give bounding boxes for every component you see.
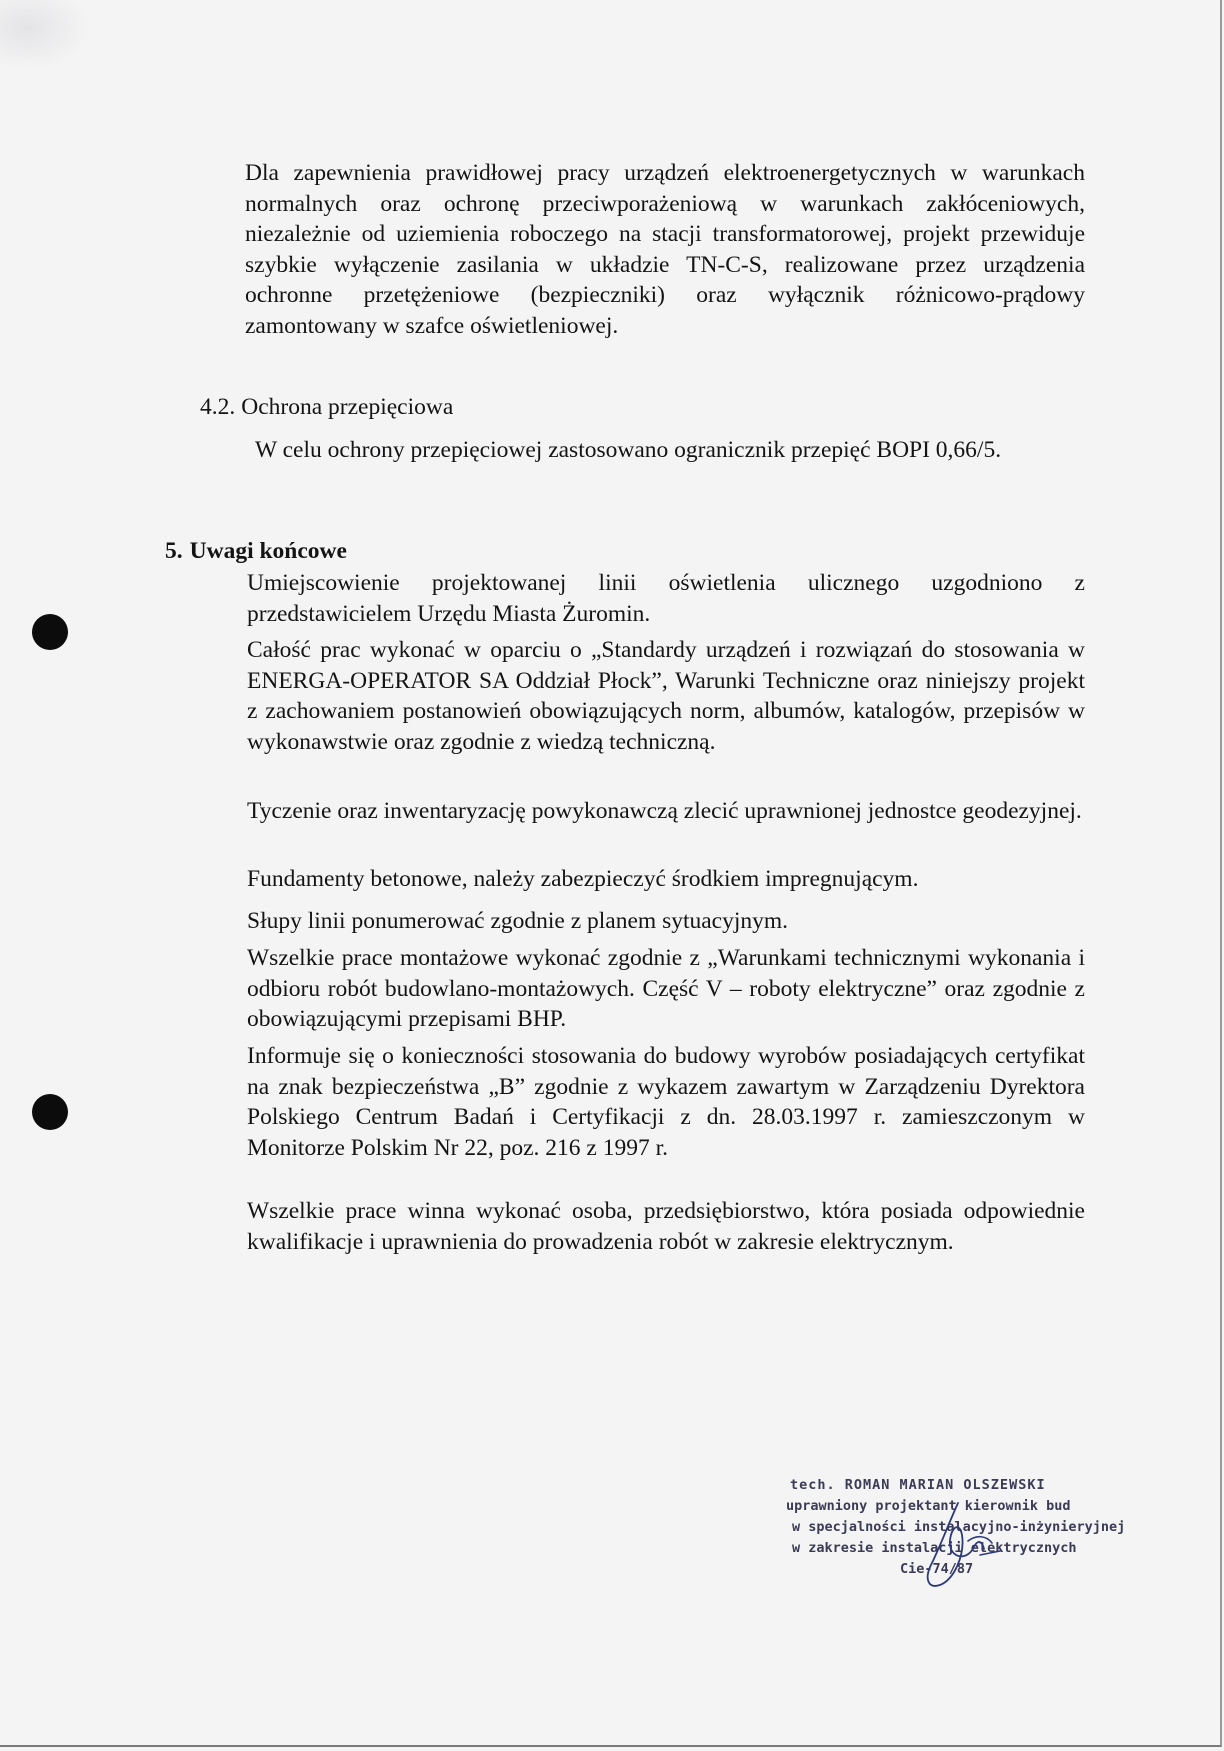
- paragraph-pole-numbering: Słupy linii ponumerować zgodnie z planem sytuacyjnym.: [247, 908, 789, 934]
- paragraph-installation-works: Wszelkie prace montażowe wykonać zgodnie z „Warunkami technicznymi wykonania i odbioru robót budowlano-montażowych. Część V – roboty elektryczne” oraz zgodnie z obowiązującymi przepisami BHP.: [247, 945, 1085, 1032]
- section-number: 5.: [165, 538, 183, 564]
- binder-hole-top: [32, 614, 68, 650]
- subsection-title: Ochrona przepięciowa: [241, 394, 454, 420]
- paragraph-standards: Całość prac wykonać w oparciu o „Standardy urządzeń i rozwiązań do stosowania w ENERGA-OPERATOR SA Oddział Płock”, Warunki Techniczne oraz niniejszy projekt z zachowaniem postanowień obowiązujących norm, albumów, katalogów, przepisów w wykonawstwie oraz zgodnie z wiedzą techniczną.: [247, 637, 1085, 755]
- section-title: Uwagi końcowe: [189, 538, 347, 564]
- paragraph-foundations: Fundamenty betonowe, należy zabezpieczyć środkiem impregnującym.: [247, 866, 919, 892]
- paragraph-surveying: Tyczenie oraz inwentaryzację powykonawczą zlecić uprawnionej jednostce geodezyjnej.: [247, 798, 1082, 824]
- paragraph-location-agreement: Umiejscowienie projektowanej linii oświetlenia ulicznego uzgodniono z przedstawicielem Urzędu Miasta Żuromin.: [247, 570, 1085, 627]
- binder-hole-bottom: [32, 1094, 68, 1130]
- subsection-number: 4.2.: [200, 394, 236, 420]
- handwritten-signature: [870, 1485, 1030, 1605]
- stamp-license-number: Cie-74/87: [900, 1561, 974, 1577]
- stamp-specialty: w specjalności instalacyjno-inżynieryjnej: [792, 1519, 1126, 1535]
- subsection-heading: [200, 392, 453, 422]
- paragraph-surge-protection: W celu ochrony przepięciowej zastosowano ogranicznik przepięć BOPI 0,66/5.: [255, 437, 1002, 463]
- stamp-scope: w zakresie instalacji elektrycznych: [792, 1540, 1077, 1556]
- section-heading: [165, 536, 347, 566]
- stamp-role: uprawniony projektant kierownik bud: [786, 1498, 1071, 1514]
- paragraph-qualifications: Wszelkie prace winna wykonać osoba, przedsiębiorstwo, która posiada odpowiednie kwalifikacje i uprawnienia do prowadzenia robót w zakresie elektrycznym.: [247, 1198, 1085, 1255]
- paragraph-protection-description: Dla zapewnienia prawidłowej pracy urządzeń elektroenergetycznych w warunkach normalnych oraz ochronę przeciwporażeniową w warunkach zakłóceniowych, niezależnie od uziemienia roboczego na stacji transformatorowej, projekt przewiduje szybkie wyłączenie zasilania w układzie TN-C-S, realizowane przez urządzenia ochronne przetężeniowe (bezpieczniki) oraz wyłącznik różnicowo-prądowy zamontowany w szafce oświetleniowej.: [245, 160, 1085, 339]
- stamp-name: tech. ROMAN MARIAN OLSZEWSKI: [790, 1477, 1046, 1493]
- paragraph-certification: Informuje się o konieczności stosowania do budowy wyrobów posiadających certyfikat na znak bezpieczeństwa „B” zgodnie z wykazem zawartym w Zarządzeniu Dyrektora Polskiego Centrum Badań i Certyfikacji z dn. 28.03.1997 r. zamieszczonym w Monitorze Polskim Nr 22, poz. 216 z 1997 r.: [247, 1043, 1085, 1161]
